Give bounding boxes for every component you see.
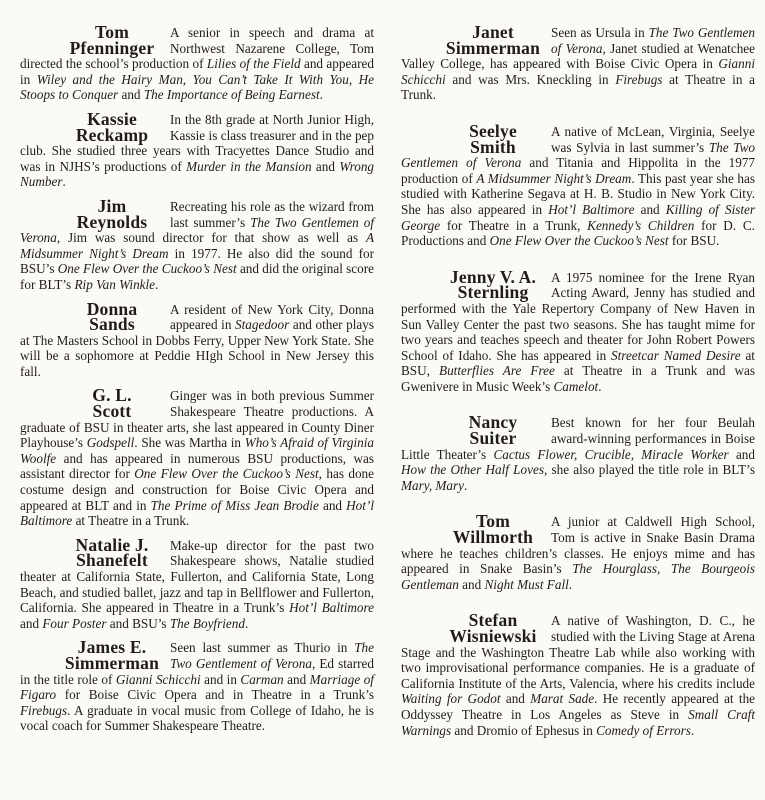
person-name xyxy=(20,534,170,571)
bio-text: A senior in speech and drama at Northwest Nazarene College, Tom directed the school’s production of Lilies of the Field and appeared in Wiley and the Hairy Man, You Can’t Take It With You, He Stoops to Conquer and The Importance of Being Earnest. xyxy=(20,25,374,103)
person-name xyxy=(20,22,170,58)
left-column xyxy=(20,22,375,794)
bio-paragraph xyxy=(20,385,374,529)
person-name xyxy=(20,108,170,145)
person-first-name: Stefan xyxy=(468,610,518,631)
bio-text: Recreating his role as the wizard from last summer’s The Two Gentlemen of Verona, Jim was sound director for that show as well as A Midsummer Night’s Dream in 1977. He also did the sound for BSU’s One Flew Over the Cuckoo’s Nest and did the original score for BLT’s Rip Van Winkle. xyxy=(20,198,374,292)
person-first-name: Seelye xyxy=(469,120,517,141)
bio-entry-nancy-suiter xyxy=(401,412,755,493)
bio-text: A native of McLean, Virginia, Seelye was Sylvia in last summer’s The Two Gentlemen of Verona and Titania and Hippolita in the 1977 production of A Midsummer Night’s Dream. This past year she has studied with Katherine Segava at H. B. Studio in New York City. She has also appeared in Hot’l Baltimore and Killing of Sister George for Theatre in a Trunk, Kennedy’s Children for D. C. Productions and One Flew Over the Cuckoo’s Nest for BSU. xyxy=(401,123,756,249)
bio-paragraph xyxy=(20,534,374,632)
person-name xyxy=(401,511,551,548)
person-first-name: James E. xyxy=(77,637,147,658)
bio-paragraph xyxy=(401,22,756,103)
bio-text: Make-up director for the past two Shakespeare shows, Natalie studied theater at California State, Fullerton, and California State, Long Beach, and studied ballet, jazz and tap in Bellflower and Fullerton, California. She appeared in Theatre in a Trunk’s Hot’l Baltimore and Four Poster and BSU’s The Boyfriend. xyxy=(20,537,374,631)
person-first-name: Jenny V. A. xyxy=(449,266,537,287)
person-name xyxy=(401,412,551,449)
bio-entry-seelye-smith xyxy=(401,120,756,249)
person-last-name: Reckamp xyxy=(75,124,149,145)
bio-entry-gl-scott xyxy=(20,385,374,529)
bio-paragraph xyxy=(20,22,374,103)
bio-text: Seen last summer as Thurio in The Two Gentlement of Verona, Ed starred in the title role of Gianni Schicchi and in Carman and Marriage of Figaro for Boise Civic Opera and in Theatre in a Trunk’s Firebugs. A graduate in vocal music from College of Idaho, he is vocal coach for Summer Shakespeare Theatre. xyxy=(20,640,374,734)
bio-entry-donna-sands xyxy=(20,298,374,380)
person-first-name: Janet xyxy=(472,22,514,42)
person-last-name: Pfenninger xyxy=(69,37,155,58)
right-column xyxy=(401,22,756,794)
bio-text: A junior at Caldwell High School, Tom is active in Snake Basin Drama where he teaches children’s classes. He enjoys mime and has appeared in Snake Basin’s The Hourglass, The Bourgeois Gentleman and Night Must Fall. xyxy=(401,514,755,592)
bio-text: A resident of New York City, Donna appeared in Stagedoor and other plays at The Masters School in Dobbs Ferry, Upper New York State. She will be a sophomore at Peddie HIgh School in New Jersey this fall. xyxy=(20,301,374,379)
bio-paragraph xyxy=(20,108,375,190)
person-last-name: Suiter xyxy=(469,428,517,449)
bio-text: Seen as Ursula in The Two Gentlemen of Verona, Janet studied at Wenatchee Valley College, has appeared with Boise Civic Opera in Gianni Schicchi and was Mrs. Kneckling in Firebugs at Theatre in a Trunk. xyxy=(401,25,756,103)
person-last-name: Smith xyxy=(470,136,516,157)
bio-text: In the 8th grade at North Junior High, Kassie is class treasurer and in the pep club. She studied three years with Tracyettes Dance Studio and was in NJHS’s productions of Murder in the Mansion and Wrong Number. xyxy=(20,111,375,190)
bio-entry-tom-pfenninger xyxy=(20,22,374,103)
person-name xyxy=(20,195,170,232)
bio-entry-stefan-wisniewski xyxy=(401,610,756,738)
bio-entry-james-simmerman xyxy=(20,637,374,734)
person-last-name: Shanefelt xyxy=(76,550,148,571)
person-name xyxy=(401,610,551,646)
bio-paragraph xyxy=(20,637,374,734)
person-name xyxy=(20,298,170,335)
person-first-name: Tom xyxy=(95,22,129,42)
person-last-name: Sands xyxy=(89,314,135,335)
person-last-name: Sternling xyxy=(457,282,529,303)
bio-paragraph xyxy=(401,120,756,249)
bio-entry-jim-reynolds xyxy=(20,195,374,293)
bio-paragraph xyxy=(20,298,374,380)
person-name xyxy=(20,385,170,422)
person-name xyxy=(401,120,551,157)
person-name xyxy=(401,266,551,303)
person-last-name: Simmerman xyxy=(445,37,541,58)
bio-entry-janet-simmerman xyxy=(401,22,756,103)
bio-text: A native of Washington, D. C., he studied with the Living Stage at Arena Stage and the Washington Theatre Lab while also working with two improvisational performance companies. He is a graduate of California Institute of the Arts, Valencia, where his credits include Waiting for Godot and Marat Sade. He recently appeared at the Oddyssey Theatre in Los Angeles as Steve in Small Craft Warnings and Dromio of Ephesus in Comedy of Errors. xyxy=(401,613,756,738)
bio-entry-natalie-shanefelt xyxy=(20,534,374,632)
bio-text: Ginger was in both previous Summer Shakespeare Theatre productions. A graduate of BSU in theater arts, she last appeared in County Diner Playhouse’s Godspell. She was Martha in Who’s Afraid of Virginia Woolfe and has appeared in numerous BSU productions, was assistant director for One Flew Over the Cuckoo’s Nest, has done costume design and construction for Boise Civic Opera and appeared at BLT and in The Prime of Miss Jean Brodie and Hot’l Baltimore at Theatre in a Trunk. xyxy=(20,388,374,529)
bio-paragraph xyxy=(401,266,756,395)
person-first-name: Donna xyxy=(86,298,138,319)
person-last-name: Scott xyxy=(92,401,132,422)
bio-paragraph xyxy=(401,511,755,592)
bio-paragraph xyxy=(20,195,374,293)
person-name xyxy=(20,637,170,673)
person-first-name: Jim xyxy=(97,195,127,216)
bio-entry-jenny-sternling xyxy=(401,266,756,395)
bio-paragraph xyxy=(401,412,755,493)
bio-entry-tom-willmorth xyxy=(401,511,755,592)
person-first-name: G. L. xyxy=(92,385,132,406)
bio-paragraph xyxy=(401,610,756,738)
bio-text: A 1975 nominee for the Irene Ryan Acting Award, Jenny has studied and performed with the Yale Repertory Company of New Haven in Sun Valley Center the past two seasons. She has taught mime for two years and teaches speech and theater for John Robert Powers School of Idaho. She has appeared in Streetcar Named Desire at BSU, Butterflies Are Free at Theatre in a Trunk and was Gwenivere in Music Week’s Camelot. xyxy=(401,269,756,394)
person-first-name: Kassie xyxy=(87,108,137,129)
person-first-name: Nancy xyxy=(468,412,518,433)
person-name xyxy=(401,22,551,58)
bio-text: Best known for her four Beulah award-winning performances in Boise Little Theater’s Cactus Flower, Crucible, Miracle Worker and How the Other Half Loves, she also played the title role in BLT’s Mary, Mary. xyxy=(401,415,755,493)
person-first-name: Natalie J. xyxy=(75,534,149,555)
person-last-name: Willmorth xyxy=(452,527,534,548)
person-first-name: Tom xyxy=(476,511,510,532)
person-last-name: Wisniewski xyxy=(449,626,537,646)
person-last-name: Reynolds xyxy=(76,211,148,232)
person-last-name: Simmerman xyxy=(64,652,160,673)
bio-entry-kassie-reckamp xyxy=(20,108,375,190)
